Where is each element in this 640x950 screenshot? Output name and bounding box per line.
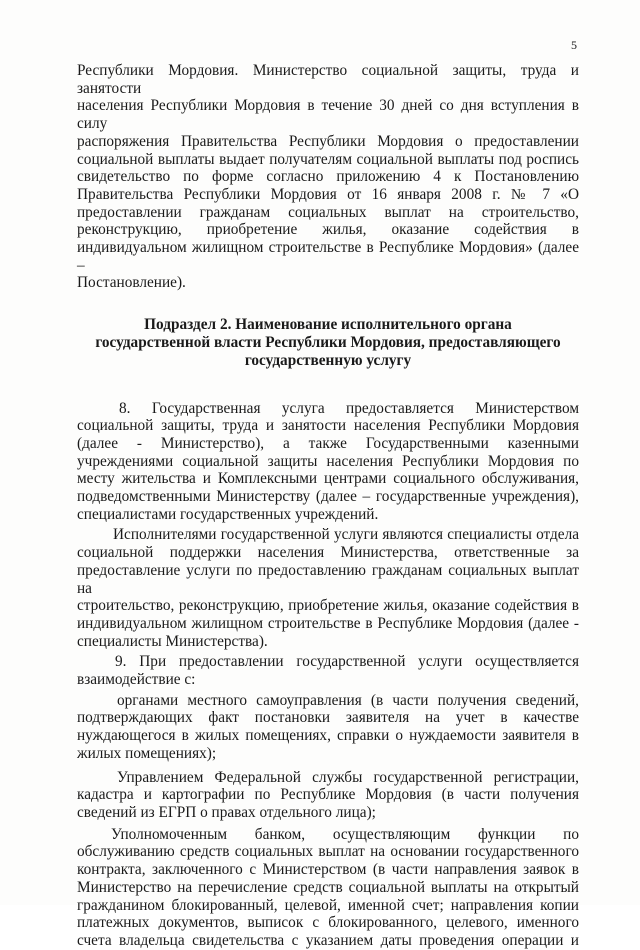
text-line: Республики Мордовия. Министерство социальной защиты, труда и занятости (77, 62, 579, 97)
heading-line: государственной власти Республики Мордовия, предоставляющего (95, 333, 561, 351)
subsection-heading (77, 316, 579, 369)
text-line: индивидуальном жилищном строительстве в Республике Мордовия» (далее – (77, 239, 579, 274)
text-line: (далее - Министерство), а также Государственными казенными (77, 434, 579, 452)
text-line: распоряжения Правительства Республики Мордовия о предоставлении (77, 132, 579, 150)
text-line: учреждениями социальной защиты населения Республики Мордовия по (77, 452, 579, 470)
text-line: социальной защиты, труда и занятости населения Республики Мордовия (77, 417, 579, 435)
text-line: реконструкцию, приобретение жилья, оказание содействия в (77, 221, 579, 239)
text-line: строительство, реконструкцию, приобретение жилья, оказание содействия в (77, 597, 579, 615)
text-line: месту жительства и Комплексными центрами социального обслуживания, (77, 470, 579, 488)
text-line: социальной поддержки населения Министерства, ответственные за (77, 544, 579, 562)
text-line: платежных документов, выписок с блокированного, целевого, именного (77, 914, 579, 932)
text-line: обслуживанию средств социальных выплат на основании государственного (77, 843, 579, 861)
paragraph-executors (77, 526, 579, 650)
text-line: органами местного самоуправления (в части получения сведений, (117, 691, 579, 709)
item-local-government (77, 692, 579, 763)
text-line: подтверждающих факт постановки заявителя на учет в качестве (77, 709, 579, 727)
text-line: Уполномоченным банком, осуществляющим функции по (111, 825, 579, 843)
text-line: Министерство на перечисление средств социальной выплаты на открытый (77, 878, 579, 896)
text-line: свидетельство по форме согласно приложению 4 к Постановлению (77, 168, 579, 186)
text-line: предоставлении гражданам социальных выплат на строительство, (77, 203, 579, 221)
text-line: нуждающегося в жилых помещениях, справки о нуждаемости заявителя в (77, 727, 579, 745)
text-line: контракта, заключенного с Министерством (в части направления заявок в (77, 861, 579, 879)
heading-line: государственную услугу (244, 351, 412, 369)
text-line: взаимодействие с: (77, 671, 196, 689)
text-line: предоставление услуги по предоставлению гражданам социальных выплат на (77, 561, 579, 597)
text-line: специалисты Министерства). (77, 632, 268, 650)
text-line: гражданином блокированный, целевой, именной счет; направления копии (77, 896, 579, 914)
text-line: индивидуальном жилищном строительстве в Республике Мордовия (далее - (77, 614, 579, 632)
text-line: жилых помещениях); (77, 744, 217, 762)
text-line: кадастра и картографии по Республике Мордовия (в части получения (77, 786, 579, 804)
paragraph-8 (77, 400, 579, 524)
text-line: 8. Государственная услуга предоставляется Министерством (119, 399, 579, 417)
text-line: Управлением Федеральной службы государственной регистрации, (117, 768, 579, 786)
text-line: 9. При предоставлении государственной услуги осуществляется (115, 653, 579, 671)
text-line: сведений из ЕГРП о правах отдельного лица); (77, 804, 376, 821)
text-line: счета владельца свидетельства с указанием даты проведения операции и (77, 931, 579, 949)
paragraph-certificate (77, 62, 579, 292)
heading-line: Подраздел 2. Наименование исполнительного органа (144, 316, 512, 334)
text-line: социальной выплаты выдает получателям социальной выплаты под роспись (77, 150, 579, 168)
item-registry-service (77, 769, 579, 822)
text-line: населения Республики Мордовия в течение 30 дней со дня вступления в силу (77, 97, 579, 133)
paragraph-9 (77, 653, 579, 688)
page-number: 5 (571, 38, 577, 52)
document-body (77, 62, 579, 950)
text-line: специалистами государственных учреждений. (77, 505, 379, 523)
text-line: Постановление). (77, 274, 186, 292)
text-line: Исполнителями государственной услуги являются специалисты отдела (113, 526, 579, 544)
text-line: подведомственными Министерству (далее – государственные учреждения), (77, 488, 579, 506)
text-line: Правительства Республики Мордовия от 16 января 2008 г. № 7 «О (77, 185, 579, 203)
item-authorized-bank (77, 826, 579, 950)
